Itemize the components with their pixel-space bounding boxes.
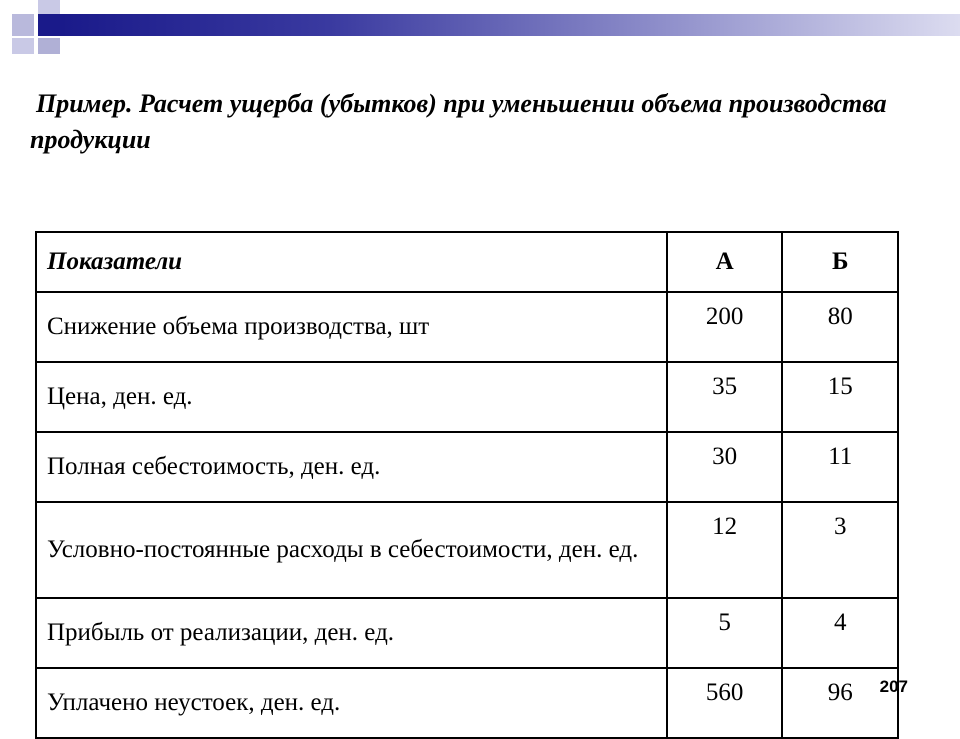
- header-band: [60, 14, 960, 36]
- decor-square: [12, 38, 34, 54]
- cell-a: 12: [667, 502, 783, 598]
- cell-a: 200: [667, 292, 783, 362]
- cell-b: 96: [782, 668, 898, 738]
- table-header-row: [36, 232, 898, 292]
- row-label: Полная себестоимость, ден. ед.: [36, 432, 667, 502]
- row-label: Снижение объема производства, шт: [36, 292, 667, 362]
- row-label: Цена, ден. ед.: [36, 362, 667, 432]
- page-number: 207: [879, 677, 908, 696]
- slide-title: Пример. Расчет ущерба (убытков) при уменьшении объема производства продукции: [30, 89, 887, 154]
- cell-a: 560: [667, 668, 783, 738]
- cell-b: 80: [782, 292, 898, 362]
- decor-square: [38, 38, 60, 54]
- decor-square: [38, 14, 60, 36]
- table-row: [36, 598, 898, 668]
- header-a: А: [667, 232, 783, 292]
- header-indicators: Показатели: [36, 232, 667, 292]
- row-label: Прибыль от реализации, ден. ед.: [36, 598, 667, 668]
- cell-a: 5: [667, 598, 783, 668]
- cell-b: 4: [782, 598, 898, 668]
- cell-a: 30: [667, 432, 783, 502]
- data-table: [35, 231, 899, 739]
- table-row: [36, 668, 898, 738]
- cell-a: 35: [667, 362, 783, 432]
- cell-b: 3: [782, 502, 898, 598]
- table-row: [36, 362, 898, 432]
- row-label: Условно-постоянные расходы в себестоимости, ден. ед.: [36, 502, 667, 598]
- table-row: [36, 502, 898, 598]
- cell-b: 11: [782, 432, 898, 502]
- decor-square: [12, 14, 34, 36]
- table-row: [36, 432, 898, 502]
- cell-b: 15: [782, 362, 898, 432]
- table-row: [36, 292, 898, 362]
- row-label: Уплачено неустоек, ден. ед.: [36, 668, 667, 738]
- header-b: Б: [782, 232, 898, 292]
